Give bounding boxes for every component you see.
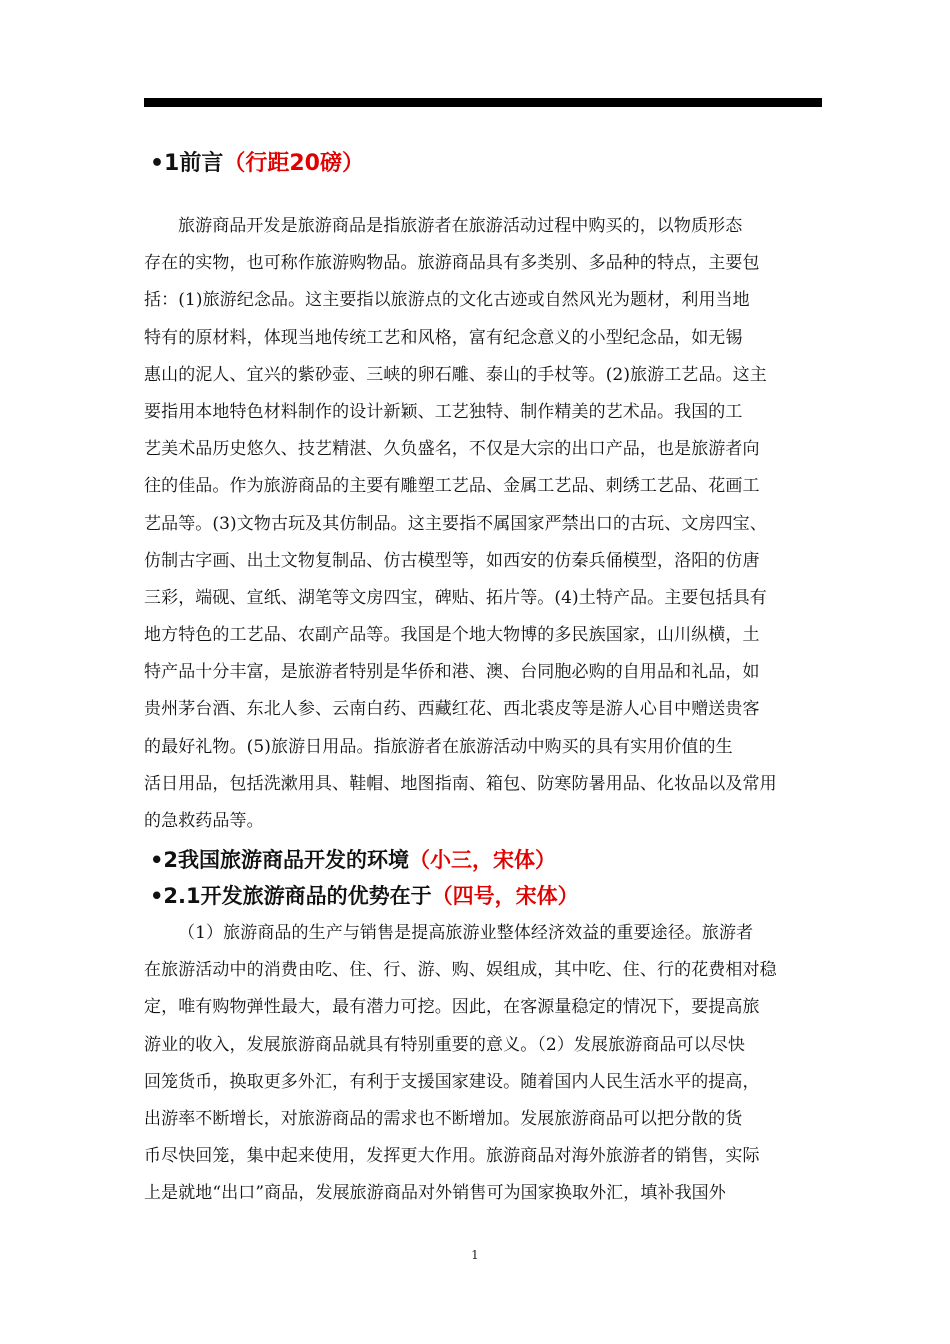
paragraph-line: 往的佳品。作为旅游商品的主要有雕塑工艺品、金属工艺品、刺绣工艺品、花画工	[144, 476, 760, 497]
paragraph-line: 特有的原材料，体现当地传统工艺和风格，富有纪念意义的小型纪念品，如无锡	[144, 327, 743, 348]
paragraph-line: 在旅游活动中的消费由吃、住、行、游、购、娱组成，其中吃、住、行的花费相对稳	[144, 960, 777, 981]
page-number: 1	[471, 1248, 479, 1262]
paragraph-line: 特产品十分丰富，是旅游者特别是华侨和港、澳、台同胞必购的自用品和礼品，如	[144, 662, 760, 683]
paragraph-line: 上是就地“出口”商品，发展旅游商品对外销售可为国家换取外汇，填补我国外	[144, 1183, 726, 1204]
paragraph-line: 惠山的泥人、宜兴的紫砂壶、三峡的卵石雕、泰山的手杖等。(2)旅游工艺品。这主	[144, 364, 767, 385]
paragraph-line: 的最好礼物。(5)旅游日用品。指旅游者在旅游活动中购买的具有实用价值的生	[144, 736, 733, 757]
paragraph-line: 仿制古字画、出土文物复制品、仿古模型等，如西安的仿秦兵俑模型，洛阳的仿唐	[144, 550, 760, 571]
heading-2-text: •2我国旅游商品开发的环境	[150, 848, 410, 872]
heading-3-format-note: （四号，宋体）	[431, 884, 579, 908]
paragraph-line: 游业的收入，发展旅游商品就具有特别重要的意义。（2）发展旅游商品可以尽快	[144, 1034, 745, 1055]
paragraph-line: 出游率不断增长，对旅游商品的需求也不断增加。发展旅游商品可以把分散的货	[144, 1108, 743, 1129]
paragraph-line: 贵州茅台酒、东北人参、云南白药、西藏红花、西北裘皮等是游人心目中赠送贵客	[144, 699, 760, 720]
paragraph-line: 艺品等。(3)文物古玩及其仿制品。这主要指不属国家严禁出口的古玩、文房四宝、	[144, 513, 767, 534]
paragraph-line: 旅游商品开发是旅游商品是指旅游者在旅游活动过程中购买的，以物质形态	[178, 216, 743, 236]
body-paragraph-1	[144, 208, 814, 840]
heading-1-text: •1前言	[150, 151, 224, 176]
paragraph-line: 地方特色的工艺品、农副产品等。我国是个地大物博的多民族国家，山川纵横，土	[144, 625, 760, 646]
paragraph-line: 回笼货币，换取更多外汇，有利于支援国家建设。随着国内人民生活水平的提高，	[144, 1071, 760, 1092]
heading-1-format-note: （行距20磅）	[223, 151, 364, 176]
heading-3-text: •2.1开发旅游商品的优势在于	[150, 884, 432, 908]
header-rule	[144, 98, 822, 107]
paragraph-line: 定，唯有购物弹性最大，最有潜力可挖。因此，在客源量稳定的情况下，要提高旅	[144, 997, 760, 1018]
paragraph-line: 要指用本地特色材料制作的设计新颖、工艺独特、制作精美的艺术品。我国的工	[144, 401, 743, 422]
section-heading-1	[150, 146, 364, 182]
paragraph-line: 艺美术品历史悠久、技艺精湛、久负盛名，不仅是大宗的出口产品，也是旅游者向	[144, 439, 760, 460]
paragraph-line: 的急救药品等。	[144, 811, 264, 831]
paragraph-line: 括：(1)旅游纪念品。这主要指以旅游点的文化古迹或自然风光为题材，利用当地	[144, 290, 750, 311]
paragraph-line: 活日用品，包括洗漱用具、鞋帽、地图指南、箱包、防寒防暑用品、化妆品以及常用	[144, 773, 777, 794]
paragraph-line: （1）旅游商品的生产与销售是提高旅游业整体经济效益的重要途径。旅游者	[178, 923, 754, 943]
paragraph-line: 三彩，端砚、宣纸、湖笔等文房四宝，碑贴、拓片等。(4)土特产品。主要包括具有	[144, 587, 767, 608]
paragraph-line: 存在的实物，也可称作旅游购物品。旅游商品具有多类别、多品种的特点，主要包	[144, 253, 760, 274]
heading-2-format-note: （小三，宋体）	[409, 848, 557, 872]
section-heading-2	[150, 842, 556, 878]
body-paragraph-2	[144, 915, 814, 1213]
paragraph-line: 币尽快回笼，集中起来使用，发挥更大作用。旅游商品对海外旅游者的销售，实际	[144, 1146, 760, 1167]
section-heading-2-1	[150, 878, 579, 914]
